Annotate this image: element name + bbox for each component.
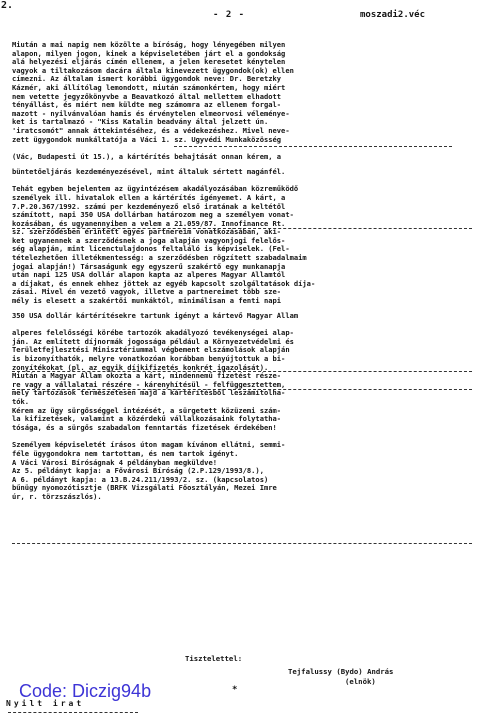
code-watermark: Code: Diczig94b — [19, 681, 152, 701]
separator-rule — [8, 712, 138, 713]
text-line: számított, napi 350 USA dollárban határozom meg a személyem vonat- — [12, 211, 294, 220]
text-line: alapon, milyen jogon, kinek a képviseletében járt el a gondokság — [12, 49, 286, 58]
signature-name: Tejfalussy (Bydo) András — [288, 667, 394, 676]
footer-label: Nyilt irat — [6, 699, 85, 708]
text-line: Tehát egyben bejelentem az ügyintézésem akadályozásában közreműködő — [12, 185, 299, 194]
text-line: tók. — [12, 397, 30, 406]
signature-role: (elnök) — [345, 677, 376, 686]
text-line: mazott - nyilvánvalóan hamis és érvénytelen elmeorvosi véleménye- — [12, 109, 290, 118]
text-line: Területfejlesztési Minisztériummal végbement elszámolások alapján — [12, 346, 290, 355]
text-line: Miután a Magyar Állam okozta a kárt, mindennemű fizetést része- — [12, 372, 282, 381]
text-line: Személyem képviseletét írásos úton magam kívánom ellátni, semmi- — [12, 441, 286, 450]
text-line: ket is tartalmazó - "Kiss Katalin beadvány által jelzett ún. — [12, 118, 269, 127]
file-name: moszadi2.véc — [360, 10, 426, 20]
text-line: is bizonyíthatók, melyre vonatkozóan korábban benyújtottuk a bi- — [12, 355, 286, 363]
text-line: ket ugyanennek a szerződésnek a joga alapján vagyonjogi felelős- — [12, 236, 286, 245]
text-line: féle ügygondokra nem tartottam, és nem tartok igényt. — [12, 449, 239, 458]
paragraph-2 — [12, 185, 474, 320]
text-line: sz. szerződésben érintett egyes partnereim vonatkozásában, aki- — [12, 228, 282, 237]
text-line: Miután a mai napig nem közölte a bíróság, hogy lényegében milyen — [12, 41, 286, 49]
text-line: úr, r. törzszászlós). — [12, 492, 102, 501]
text-line: 350 USA dollár kártérítésekre tartunk igényt a kártevő Magyar Állam — [12, 311, 299, 320]
separator-rule — [12, 371, 472, 372]
separator-rule — [12, 543, 472, 544]
text-line: jogai alapján!) Társaságunk egy egyszerű szakértő egy munkanapja — [12, 262, 286, 271]
text-line: a díjakat, és ennek ehhez jöttek az egyéb kapcsolt szolgáltatások díja- — [12, 279, 316, 288]
text-line: személyek ill. hivatalok ellen a kártérítés igényemet. A kárt, a — [12, 193, 286, 202]
text-line: vagyok a tiltakozásom dacára általa kinevezett ügygondok(ok) ellen — [12, 66, 294, 75]
text-line: A Váci Városi Bíróságnak 4 példányban megküldve! — [12, 458, 217, 467]
text-line: 'iratcsomót" annak áttekintéséhez, és a védekezéshez. Mivel neve- — [12, 126, 290, 135]
text-line: bűnügy nyomozótisztje (BRFK Vizsgálati Főosztályán, Mezei Imre — [12, 484, 277, 493]
text-line: zonyítékokat (pl. az egyik díjkifizetés konkrét igazolását). — [12, 363, 269, 372]
text-line: tósága, és a sürgős szabadalom fenntartás fizetések érdekében! — [12, 423, 277, 432]
text-line: ség alapján, mint licenctulajdonos feltaláló is képviselek. (Fel- — [12, 245, 290, 254]
text-line: la kifizetések, valamint a közérdekű vállalkozásaink folytatha- — [12, 415, 282, 424]
text-line: 7.P.20.367/1992. számú per kezdeményező első iratának a keltétől — [12, 202, 286, 211]
separator-rule — [12, 389, 472, 390]
text-line: tényállást, és miért nem küldte meg számomra az ellenem forgal- — [12, 101, 282, 110]
paragraph-1 — [12, 41, 474, 144]
signature-closing: Tisztelettel: — [185, 654, 243, 663]
text-line: mely tartozások természetesen majd a kártérítésből leszámítolha- — [12, 389, 286, 398]
separator-rule — [12, 228, 472, 229]
page-corner-mark: 2. — [1, 0, 14, 11]
text-line: mély is elesett a szakértői munkáktól, minimálisan a fenti napi — [12, 297, 282, 306]
text-line: nem vetette jegyzőkönyvbe a Beavatkozó által mellettem elhadott — [12, 92, 282, 101]
text-line: címezni. Az általam ismert korábbi ügygondok neve: Dr. Beretzky — [12, 75, 282, 84]
text-line: tételezhetően illetékmentesség: a szerződésben rögzített szabadalmaim — [12, 254, 307, 263]
text-line: Kérem az ügy sürgősséggel intézését, a sürgetett közüzemi szám- — [12, 406, 282, 415]
letter-body — [12, 41, 474, 502]
text-line: (Vác, Budapesti út 15.), a kártérítés behajtását onnan kérem, a — [12, 153, 282, 162]
text-line: büntetőeljárás kezdeményezésével, mint általuk sértett magánfél. — [12, 167, 286, 176]
text-line: ján. Az említett díjnormák jogossága például a Környezetvédelmi és — [12, 337, 294, 346]
paragraph-1-end — [12, 153, 474, 176]
text-line: alperes felelősségi körébe tartozók akadályozó tevékenységei alap- — [12, 329, 294, 338]
text-line: zett ügygondok munkáltatója a Váci 1. sz. Ügyvédi Munkaközösség — [12, 135, 282, 144]
page-number: - 2 - — [213, 10, 246, 20]
paragraph-4 — [12, 441, 474, 501]
separator-rule — [174, 146, 452, 147]
text-line: A 6. példányt kapja: a 13.B.24.211/1993/2. sz. (kapcsolatos) — [12, 475, 269, 484]
text-line: alá helyezési eljárás címén ellenem, a jelen keresetet kénytelen — [12, 58, 286, 67]
asterisk-mark: * — [232, 685, 238, 695]
text-line: után napi 125 USA dollár alapon kapta az alperes Magyar Államtól — [12, 271, 286, 280]
text-line: Az 5. példányt kapja: a Fővárosi Bíróság (2.P.129/1993/8.), — [12, 467, 264, 476]
paragraph-3 — [12, 329, 474, 432]
text-line: kozásában, és ugyanennyiben a velem a 21.059/87. Innofinance Rt. — [12, 219, 286, 228]
text-line: zásai. Mivel én vezető vagyok, illetve a partnereimet több sze- — [12, 288, 282, 297]
text-line: re vagy a vállalatai részére - kárenyhítésül - felfüggesztettem, — [12, 380, 286, 389]
text-line: Kázmér, aki állítólag lemondott, miután számonkértem, hogy miért — [12, 83, 286, 92]
